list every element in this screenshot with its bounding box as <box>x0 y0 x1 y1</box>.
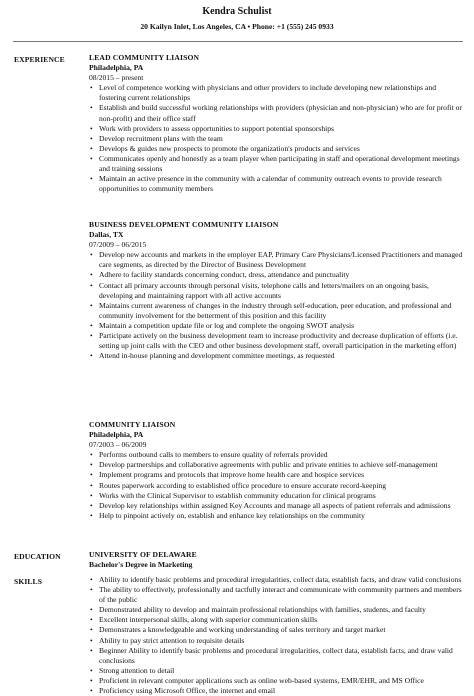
list-item: • Demonstrates a knowledgeable and working understanding of sales territory and target market <box>99 625 463 635</box>
education-entry <box>89 550 463 570</box>
list-item: • Level of competence working with physicians and other providers to include developing new relationships and fostering current relationships <box>99 83 463 103</box>
job-location: Dallas, TX <box>89 230 124 240</box>
list-item: • Beginner Ability to identify basic problems and procedural irregularities, collect data, establish facts, and draw valid conclusions <box>99 646 463 666</box>
job-entry <box>89 220 463 361</box>
job-location: Philadelphia, PA <box>89 63 144 73</box>
list-item: • Performs outbound calls to members to ensure quality of referrals provided <box>99 450 463 460</box>
header-divider <box>13 41 463 42</box>
list-item: • Develop key relationships within assigned Key Accounts and manage all aspects of patient referrals and admissions <box>99 501 463 511</box>
experience-label: EXPERIENCE <box>14 55 65 64</box>
list-item: • The ability to effectively, professionally and tactfully interact and communicate with community partners and members of the public <box>99 585 463 605</box>
list-item: • Develop new accounts and markets in the employer EAP, Primary Care Physicians/Licensed Practitioners and managed care segments, as directed by the Director of Business Development <box>99 250 463 270</box>
list-item: • Contact all primary accounts through personal visits, telephone calls and letters/mailers on an ongoing basis, developing and maintaining rapport with all active accounts <box>99 281 463 301</box>
skills-label: SKILLS <box>14 577 43 586</box>
skills-list <box>89 575 463 696</box>
list-item: • Develop partnerships and collaborative agreements with public and private entities to achieve self-management <box>99 460 463 470</box>
candidate-name: Kendra Schulist <box>202 6 272 17</box>
job-title: BUSINESS DEVELOPMENT COMMUNITY LIAISON <box>89 220 279 229</box>
job-title: COMMUNITY LIAISON <box>89 420 176 429</box>
list-item: • Maintain an active presence in the community with a calendar of community outreach events to provide research opportunities to community members <box>99 174 463 194</box>
education-label: EDUCATION <box>14 552 61 561</box>
school-name: UNIVERSITY OF DELAWARE <box>89 550 197 559</box>
list-item: • Ability to pay strict attention to requisite details <box>99 636 463 646</box>
list-item: • Adhere to facility standards concerning conduct, dress, attendance and punctuality <box>99 270 463 280</box>
list-item: • Strong attention to detail <box>99 666 463 676</box>
list-item: • Excellent interpersonal skills, along with superior communication skills <box>99 615 463 625</box>
list-item: • Works with the Clinical Supervisor to establish community education for clinical programs <box>99 491 463 501</box>
job-dates: 07/2003 – 06/2009 <box>89 440 147 450</box>
list-item: • Develop recruitment plans with the team <box>99 134 463 144</box>
job-bullets <box>89 83 463 194</box>
list-item: • Demonstrated ability to develop and maintain professional relationships with families, students, and faculty <box>99 605 463 615</box>
list-item: • Routes paperwork according to established office procedure to ensure accurate record-keeping <box>99 481 463 491</box>
job-dates: 07/2009 – 06/2015 <box>89 240 147 250</box>
job-title: LEAD COMMUNITY LIAISON <box>89 53 200 62</box>
job-entry <box>89 420 463 521</box>
list-item: • Participate actively on the business development team to increase productivity and decrease duplication of efforts (i.e. setting up joint calls with the CEO and other business development staff, overall participation in the marketing effort) <box>99 331 463 351</box>
job-entry <box>89 53 463 194</box>
list-item: • Proficient in relevant computer applications such as online web-based systems, EMR/EHR, and MS Office <box>99 676 463 686</box>
job-location: Philadelphia, PA <box>89 430 144 440</box>
list-item: • Implement programs and protocols that improve home health care and hospice services <box>99 470 463 480</box>
skills-entry <box>89 575 463 696</box>
contact-line: 20 Kailyn Inlet, Los Angeles, CA • Phone: +1 (555) 245 0933 <box>140 22 334 31</box>
list-item: • Communicates openly and honestly as a team player when participating in staff and operational development meetings and training sessions <box>99 154 463 174</box>
degree: Bachelor's Degree in Marketing <box>89 560 193 570</box>
job-bullets <box>89 450 463 521</box>
job-bullets <box>89 250 463 361</box>
list-item: • Proficiency using Microsoft Office, the internet and email <box>99 686 463 696</box>
list-item: • Work with providers to assess opportunities to support potential sponsorships <box>99 124 463 134</box>
list-item: • Maintains current awareness of changes in the industry through self-education, peer education, and professional and community involvement for the betterment of this position and this facility <box>99 301 463 321</box>
list-item: • Attend in-house planning and development committee meetings, as requested <box>99 351 463 361</box>
list-item: • Maintain a competition update file or log and complete the ongoing SWOT analysis <box>99 321 463 331</box>
list-item: • Ability to identify basic problems and procedural irregularities, collect data, establish facts, and draw valid conclusions <box>99 575 463 585</box>
job-dates: 08/2015 – present <box>89 73 144 83</box>
list-item: • Develops & guides new prospects to promote the organization's products and services <box>99 144 463 154</box>
list-item: • Establish and build successful working relationships with providers (physician and non-physician) who are for profit or non-profit) and their office staff <box>99 103 463 123</box>
list-item: • Help to pinpoint actively on, establish and enhance key relationships on the community <box>99 511 463 521</box>
